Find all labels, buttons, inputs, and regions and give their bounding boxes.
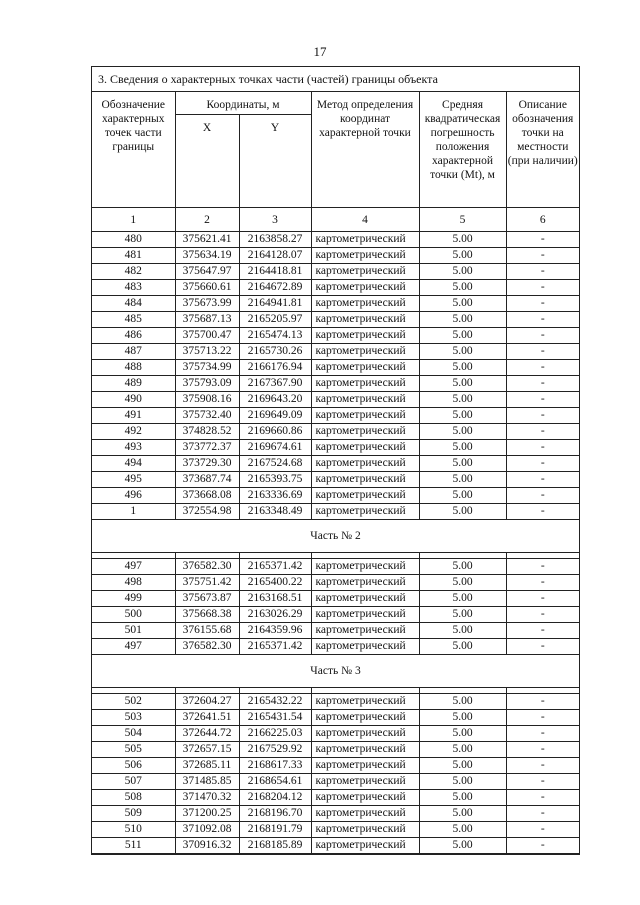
coord-y: 2166225.03 bbox=[239, 726, 311, 742]
point-number: 510 bbox=[92, 822, 175, 838]
coord-y: 2163336.69 bbox=[239, 488, 311, 504]
table-row bbox=[92, 424, 579, 440]
error-mt: 5.00 bbox=[419, 488, 506, 504]
point-number: 504 bbox=[92, 726, 175, 742]
method: картометрический bbox=[311, 822, 419, 838]
point-number: 489 bbox=[92, 376, 175, 392]
part-heading-row bbox=[92, 655, 579, 688]
description: - bbox=[506, 392, 579, 408]
coord-y: 2165205.97 bbox=[239, 312, 311, 328]
method: картометрический bbox=[311, 504, 419, 520]
method: картометрический bbox=[311, 312, 419, 328]
method: картометрический bbox=[311, 488, 419, 504]
coord-x: 375673.99 bbox=[175, 296, 239, 312]
method: картометрический bbox=[311, 806, 419, 822]
coord-y: 2165730.26 bbox=[239, 344, 311, 360]
coord-y: 2167367.90 bbox=[239, 376, 311, 392]
point-number: 494 bbox=[92, 456, 175, 472]
description: - bbox=[506, 623, 579, 639]
method: картометрический bbox=[311, 248, 419, 264]
method: картометрический bbox=[311, 376, 419, 392]
point-number: 482 bbox=[92, 264, 175, 280]
error-mt: 5.00 bbox=[419, 232, 506, 248]
point-number: 506 bbox=[92, 758, 175, 774]
description: - bbox=[506, 742, 579, 758]
error-mt: 5.00 bbox=[419, 424, 506, 440]
error-mt: 5.00 bbox=[419, 312, 506, 328]
table-row bbox=[92, 591, 579, 607]
table-row bbox=[92, 248, 579, 264]
table-row bbox=[92, 806, 579, 822]
point-number: 486 bbox=[92, 328, 175, 344]
error-mt: 5.00 bbox=[419, 296, 506, 312]
description: - bbox=[506, 591, 579, 607]
error-mt: 5.00 bbox=[419, 280, 506, 296]
description: - bbox=[506, 575, 579, 591]
error-mt: 5.00 bbox=[419, 440, 506, 456]
points-table bbox=[92, 92, 579, 854]
column-number: 4 bbox=[311, 208, 419, 232]
method: картометрический bbox=[311, 623, 419, 639]
description: - bbox=[506, 440, 579, 456]
description: - bbox=[506, 328, 579, 344]
coord-y: 2168185.89 bbox=[239, 838, 311, 854]
description: - bbox=[506, 376, 579, 392]
coord-y: 2168204.12 bbox=[239, 790, 311, 806]
coord-x: 375751.42 bbox=[175, 575, 239, 591]
method: картометрический bbox=[311, 328, 419, 344]
method: картометрический bbox=[311, 639, 419, 655]
coord-y: 2169674.61 bbox=[239, 440, 311, 456]
table-row bbox=[92, 264, 579, 280]
coord-y: 2165400.22 bbox=[239, 575, 311, 591]
point-number: 495 bbox=[92, 472, 175, 488]
method: картометрический bbox=[311, 360, 419, 376]
point-number: 507 bbox=[92, 774, 175, 790]
coord-x: 370916.32 bbox=[175, 838, 239, 854]
table-row bbox=[92, 504, 579, 520]
error-mt: 5.00 bbox=[419, 392, 506, 408]
method: картометрический bbox=[311, 575, 419, 591]
error-mt: 5.00 bbox=[419, 774, 506, 790]
point-number: 490 bbox=[92, 392, 175, 408]
table-row bbox=[92, 710, 579, 726]
method: картометрический bbox=[311, 424, 419, 440]
coord-x: 375908.16 bbox=[175, 392, 239, 408]
method: картометрический bbox=[311, 790, 419, 806]
description: - bbox=[506, 232, 579, 248]
coord-x: 375732.40 bbox=[175, 408, 239, 424]
method: картометрический bbox=[311, 392, 419, 408]
method: картометрический bbox=[311, 456, 419, 472]
coord-x: 373668.08 bbox=[175, 488, 239, 504]
coord-y: 2168617.33 bbox=[239, 758, 311, 774]
page-number: 17 bbox=[313, 44, 327, 59]
description: - bbox=[506, 344, 579, 360]
error-mt: 5.00 bbox=[419, 790, 506, 806]
method: картометрический bbox=[311, 472, 419, 488]
description: - bbox=[506, 607, 579, 623]
coord-x: 373772.37 bbox=[175, 440, 239, 456]
table-row bbox=[92, 758, 579, 774]
description: - bbox=[506, 790, 579, 806]
method: картометрический bbox=[311, 726, 419, 742]
coord-y: 2165371.42 bbox=[239, 639, 311, 655]
method: картометрический bbox=[311, 591, 419, 607]
method: картометрический bbox=[311, 440, 419, 456]
coord-y: 2169649.09 bbox=[239, 408, 311, 424]
coord-x: 375660.61 bbox=[175, 280, 239, 296]
error-mt: 5.00 bbox=[419, 758, 506, 774]
coord-y: 2167529.92 bbox=[239, 742, 311, 758]
error-mt: 5.00 bbox=[419, 559, 506, 575]
column-number: 1 bbox=[92, 208, 175, 232]
coord-y: 2164941.81 bbox=[239, 296, 311, 312]
description: - bbox=[506, 280, 579, 296]
description: - bbox=[506, 822, 579, 838]
coord-x: 372657.15 bbox=[175, 742, 239, 758]
coord-x: 372604.27 bbox=[175, 694, 239, 710]
coord-x: 376155.68 bbox=[175, 623, 239, 639]
table-row bbox=[92, 456, 579, 472]
coord-x: 375793.09 bbox=[175, 376, 239, 392]
table-row bbox=[92, 280, 579, 296]
table-row bbox=[92, 232, 579, 248]
method: картометрический bbox=[311, 232, 419, 248]
point-number: 1 bbox=[92, 504, 175, 520]
error-mt: 5.00 bbox=[419, 504, 506, 520]
header-error: Средняя квадратическая погрешность положения характерной точки (Mt), м bbox=[419, 92, 506, 208]
table-row bbox=[92, 623, 579, 639]
part-heading: Часть № 2 bbox=[92, 520, 579, 553]
coord-x: 375647.97 bbox=[175, 264, 239, 280]
coord-y: 2165431.54 bbox=[239, 710, 311, 726]
coord-y: 2167524.68 bbox=[239, 456, 311, 472]
coord-x: 375634.19 bbox=[175, 248, 239, 264]
column-number: 2 bbox=[175, 208, 239, 232]
error-mt: 5.00 bbox=[419, 472, 506, 488]
coord-x: 374828.52 bbox=[175, 424, 239, 440]
description: - bbox=[506, 456, 579, 472]
description: - bbox=[506, 312, 579, 328]
method: картометрический bbox=[311, 742, 419, 758]
coord-y: 2169643.20 bbox=[239, 392, 311, 408]
point-number: 502 bbox=[92, 694, 175, 710]
coord-x: 371485.85 bbox=[175, 774, 239, 790]
description: - bbox=[506, 504, 579, 520]
error-mt: 5.00 bbox=[419, 575, 506, 591]
error-mt: 5.00 bbox=[419, 694, 506, 710]
method: картометрический bbox=[311, 344, 419, 360]
column-number: 3 bbox=[239, 208, 311, 232]
table-row bbox=[92, 392, 579, 408]
table-row bbox=[92, 344, 579, 360]
coord-x: 372554.98 bbox=[175, 504, 239, 520]
table-row bbox=[92, 726, 579, 742]
coord-y: 2165474.13 bbox=[239, 328, 311, 344]
table-row bbox=[92, 790, 579, 806]
description: - bbox=[506, 559, 579, 575]
method: картометрический bbox=[311, 758, 419, 774]
header-coordinates: Координаты, м bbox=[175, 92, 311, 115]
error-mt: 5.00 bbox=[419, 264, 506, 280]
description: - bbox=[506, 296, 579, 312]
error-mt: 5.00 bbox=[419, 408, 506, 424]
error-mt: 5.00 bbox=[419, 623, 506, 639]
header-x: X bbox=[175, 115, 239, 208]
description: - bbox=[506, 408, 579, 424]
error-mt: 5.00 bbox=[419, 710, 506, 726]
coord-y: 2164418.81 bbox=[239, 264, 311, 280]
header-y: Y bbox=[239, 115, 311, 208]
error-mt: 5.00 bbox=[419, 248, 506, 264]
method: картометрический bbox=[311, 559, 419, 575]
error-mt: 5.00 bbox=[419, 639, 506, 655]
description: - bbox=[506, 264, 579, 280]
header-method: Метод определения координат характерной точки bbox=[311, 92, 419, 208]
coord-x: 375687.13 bbox=[175, 312, 239, 328]
error-mt: 5.00 bbox=[419, 806, 506, 822]
table-row bbox=[92, 742, 579, 758]
method: картометрический bbox=[311, 694, 419, 710]
table-row bbox=[92, 408, 579, 424]
table-row bbox=[92, 694, 579, 710]
description: - bbox=[506, 424, 579, 440]
point-number: 487 bbox=[92, 344, 175, 360]
coord-y: 2164128.07 bbox=[239, 248, 311, 264]
coord-x: 371470.32 bbox=[175, 790, 239, 806]
coord-x: 373687.74 bbox=[175, 472, 239, 488]
table-row bbox=[92, 472, 579, 488]
coord-y: 2163168.51 bbox=[239, 591, 311, 607]
point-number: 492 bbox=[92, 424, 175, 440]
error-mt: 5.00 bbox=[419, 822, 506, 838]
coord-x: 371092.08 bbox=[175, 822, 239, 838]
method: картометрический bbox=[311, 774, 419, 790]
point-number: 498 bbox=[92, 575, 175, 591]
coord-x: 373729.30 bbox=[175, 456, 239, 472]
coord-x: 372644.72 bbox=[175, 726, 239, 742]
header-point-designation: Обозначение характерных точек части границы bbox=[92, 92, 175, 208]
coord-y: 2164359.96 bbox=[239, 623, 311, 639]
method: картометрический bbox=[311, 280, 419, 296]
description: - bbox=[506, 488, 579, 504]
coord-y: 2165371.42 bbox=[239, 559, 311, 575]
point-number: 488 bbox=[92, 360, 175, 376]
point-number: 511 bbox=[92, 838, 175, 854]
error-mt: 5.00 bbox=[419, 376, 506, 392]
boundary-points-section bbox=[91, 66, 580, 855]
error-mt: 5.00 bbox=[419, 456, 506, 472]
part-heading: Часть № 3 bbox=[92, 655, 579, 688]
point-number: 493 bbox=[92, 440, 175, 456]
coord-x: 372685.11 bbox=[175, 758, 239, 774]
table-row bbox=[92, 376, 579, 392]
description: - bbox=[506, 838, 579, 854]
point-number: 505 bbox=[92, 742, 175, 758]
description: - bbox=[506, 710, 579, 726]
table-row bbox=[92, 360, 579, 376]
coord-y: 2163348.49 bbox=[239, 504, 311, 520]
coord-y: 2164672.89 bbox=[239, 280, 311, 296]
header-description: Описание обозначения точки на местности (при наличии) bbox=[506, 92, 579, 208]
method: картометрический bbox=[311, 838, 419, 854]
coord-x: 371200.25 bbox=[175, 806, 239, 822]
method: картометрический bbox=[311, 296, 419, 312]
column-number: 6 bbox=[506, 208, 579, 232]
point-number: 500 bbox=[92, 607, 175, 623]
coord-x: 372641.51 bbox=[175, 710, 239, 726]
method: картометрический bbox=[311, 710, 419, 726]
description: - bbox=[506, 248, 579, 264]
table-row bbox=[92, 488, 579, 504]
description: - bbox=[506, 758, 579, 774]
error-mt: 5.00 bbox=[419, 726, 506, 742]
error-mt: 5.00 bbox=[419, 742, 506, 758]
point-number: 497 bbox=[92, 559, 175, 575]
coord-x: 375621.41 bbox=[175, 232, 239, 248]
table-row bbox=[92, 312, 579, 328]
table-row bbox=[92, 774, 579, 790]
description: - bbox=[506, 806, 579, 822]
method: картометрический bbox=[311, 264, 419, 280]
table-row bbox=[92, 822, 579, 838]
description: - bbox=[506, 726, 579, 742]
table-row bbox=[92, 639, 579, 655]
error-mt: 5.00 bbox=[419, 591, 506, 607]
coord-x: 376582.30 bbox=[175, 559, 239, 575]
coord-y: 2163026.29 bbox=[239, 607, 311, 623]
point-number: 509 bbox=[92, 806, 175, 822]
point-number: 508 bbox=[92, 790, 175, 806]
table-row bbox=[92, 328, 579, 344]
table-row bbox=[92, 575, 579, 591]
error-mt: 5.00 bbox=[419, 607, 506, 623]
point-number: 497 bbox=[92, 639, 175, 655]
description: - bbox=[506, 694, 579, 710]
error-mt: 5.00 bbox=[419, 360, 506, 376]
point-number: 499 bbox=[92, 591, 175, 607]
coord-y: 2165432.22 bbox=[239, 694, 311, 710]
description: - bbox=[506, 774, 579, 790]
section-title: 3. Сведения о характерных точках части (частей) границы объекта bbox=[92, 67, 579, 92]
error-mt: 5.00 bbox=[419, 328, 506, 344]
method: картометрический bbox=[311, 607, 419, 623]
part-heading-row bbox=[92, 520, 579, 553]
description: - bbox=[506, 639, 579, 655]
coord-x: 375673.87 bbox=[175, 591, 239, 607]
method: картометрический bbox=[311, 408, 419, 424]
coord-y: 2163858.27 bbox=[239, 232, 311, 248]
point-number: 485 bbox=[92, 312, 175, 328]
error-mt: 5.00 bbox=[419, 344, 506, 360]
coord-x: 375713.22 bbox=[175, 344, 239, 360]
point-number: 491 bbox=[92, 408, 175, 424]
table-row bbox=[92, 838, 579, 854]
point-number: 496 bbox=[92, 488, 175, 504]
coord-y: 2168196.70 bbox=[239, 806, 311, 822]
coord-x: 375668.38 bbox=[175, 607, 239, 623]
point-number: 480 bbox=[92, 232, 175, 248]
coord-y: 2169660.86 bbox=[239, 424, 311, 440]
description: - bbox=[506, 472, 579, 488]
coord-x: 375700.47 bbox=[175, 328, 239, 344]
coord-y: 2168191.79 bbox=[239, 822, 311, 838]
point-number: 481 bbox=[92, 248, 175, 264]
point-number: 483 bbox=[92, 280, 175, 296]
column-number: 5 bbox=[419, 208, 506, 232]
table-row bbox=[92, 559, 579, 575]
coord-x: 375734.99 bbox=[175, 360, 239, 376]
coord-y: 2168654.61 bbox=[239, 774, 311, 790]
point-number: 484 bbox=[92, 296, 175, 312]
coord-x: 376582.30 bbox=[175, 639, 239, 655]
table-row bbox=[92, 440, 579, 456]
point-number: 503 bbox=[92, 710, 175, 726]
point-number: 501 bbox=[92, 623, 175, 639]
error-mt: 5.00 bbox=[419, 838, 506, 854]
coord-y: 2166176.94 bbox=[239, 360, 311, 376]
points-table-body bbox=[92, 232, 579, 854]
table-row bbox=[92, 607, 579, 623]
description: - bbox=[506, 360, 579, 376]
coord-y: 2165393.75 bbox=[239, 472, 311, 488]
table-row bbox=[92, 296, 579, 312]
